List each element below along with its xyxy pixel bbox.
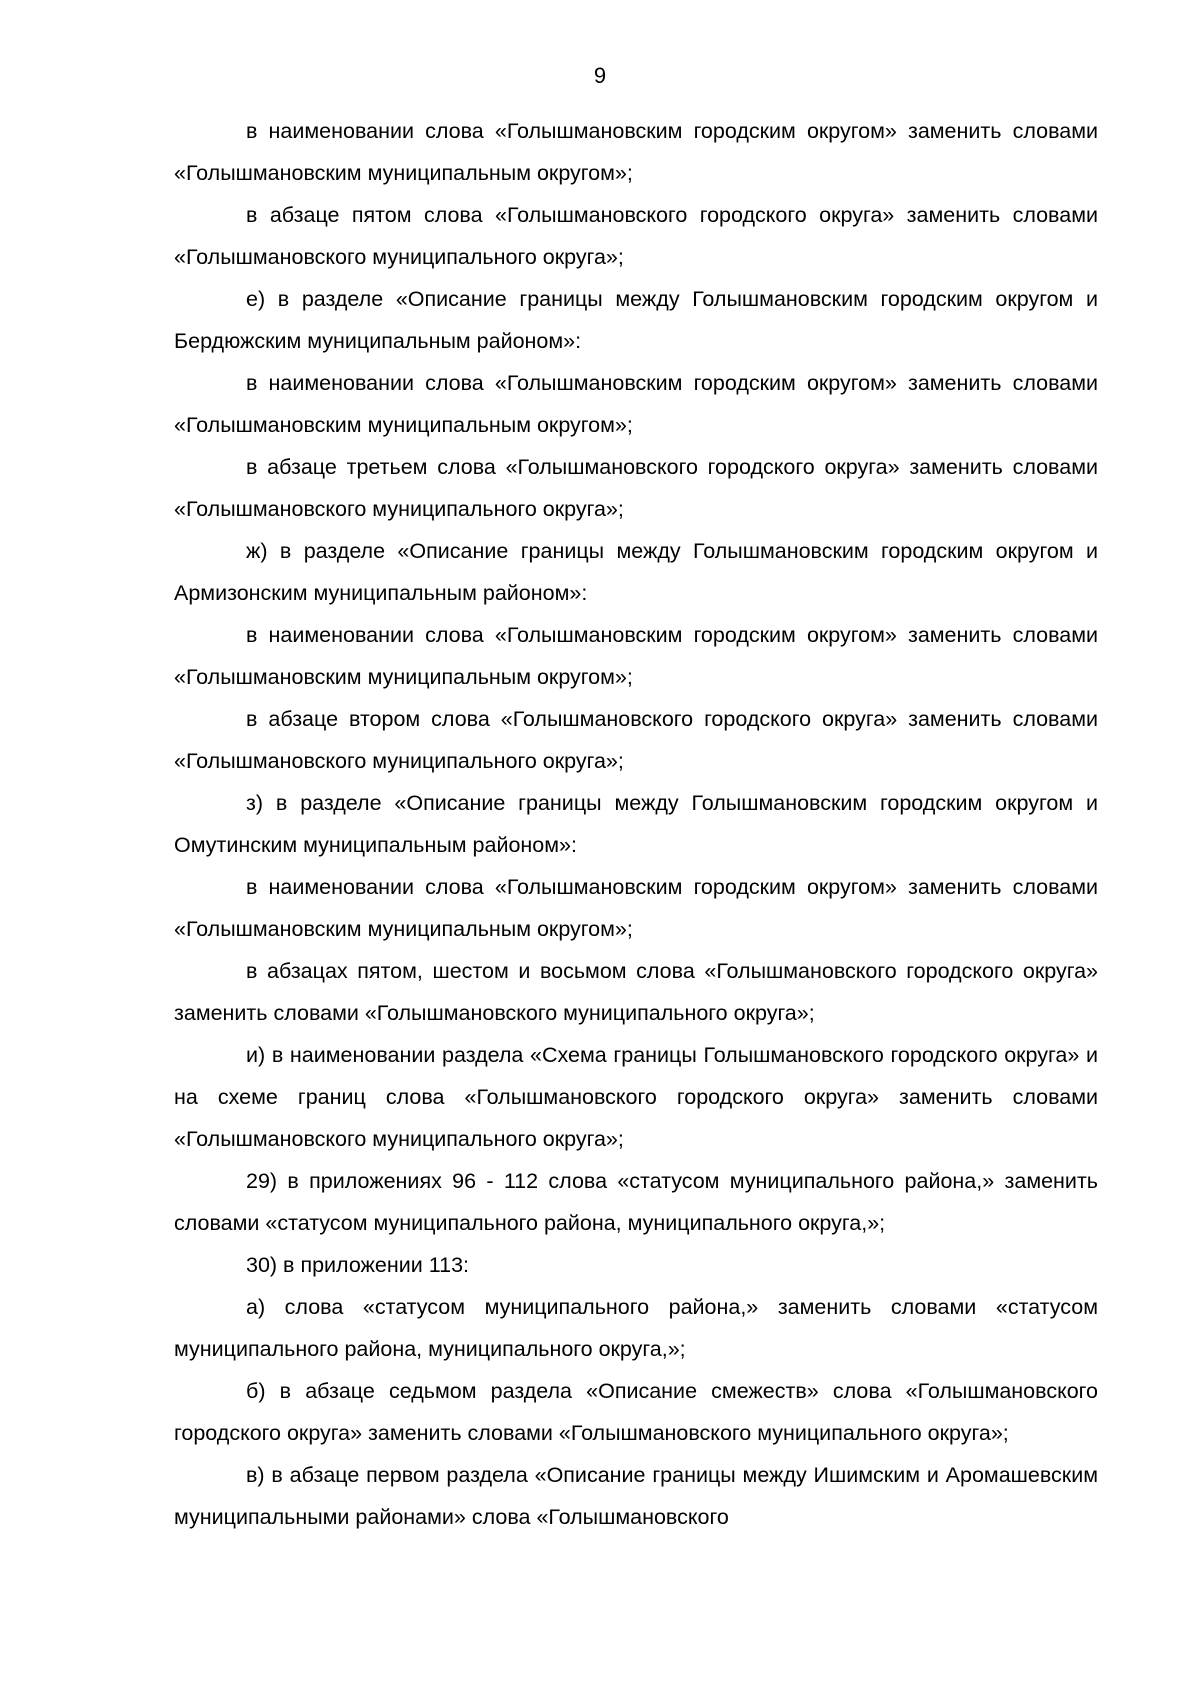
paragraph: в наименовании слова «Голышмановским городским округом» заменить словами «Голышмановским муниципальным округом»;	[174, 875, 1098, 941]
paragraph: в наименовании слова «Голышмановским городским округом» заменить словами «Голышмановским муниципальным округом»;	[174, 371, 1098, 437]
paragraph: в абзаце третьем слова «Голышмановского городского округа» заменить словами «Голышмановского муниципального округа»;	[174, 455, 1098, 521]
paragraph: б) в абзаце седьмом раздела «Описание смежеств» слова «Голышмановского городского округа» заменить словами «Голышмановского муниципального округа»;	[174, 1379, 1098, 1445]
paragraph: е) в разделе «Описание границы между Голышмановским городским округом и Бердюжским муниципальным районом»:	[174, 287, 1098, 353]
paragraph: з) в разделе «Описание границы между Голышмановским городским округом и Омутинским муниципальным районом»:	[174, 791, 1098, 857]
paragraph: в абзаце пятом слова «Голышмановского городского округа» заменить словами «Голышмановского муниципального округа»;	[174, 203, 1098, 269]
paragraph: в) в абзаце первом раздела «Описание границы между Ишимским и Аромашевским муниципальными районами» слова «Голышмановского	[174, 1463, 1098, 1529]
paragraph: 30) в приложении 113:	[246, 1253, 470, 1277]
page-number: 9	[593, 63, 607, 88]
paragraph: а) слова «статусом муниципального района,» заменить словами «статусом муниципального района, муниципального округа,»;	[174, 1295, 1098, 1361]
paragraph: в наименовании слова «Голышмановским городским округом» заменить словами «Голышмановским муниципальным округом»;	[174, 623, 1098, 689]
paragraph: в наименовании слова «Голышмановским городским округом» заменить словами «Голышмановским муниципальным округом»;	[174, 119, 1098, 185]
paragraph: 29) в приложениях 96 - 112 слова «статусом муниципального района,» заменить словами «статусом муниципального района, муниципального округа,»;	[174, 1169, 1098, 1235]
paragraph: в абзацах пятом, шестом и восьмом слова «Голышмановского городского округа» заменить словами «Голышмановского муниципального округа»;	[174, 959, 1098, 1025]
paragraph: в абзаце втором слова «Голышмановского городского округа» заменить словами «Голышмановского муниципального округа»;	[174, 707, 1098, 773]
paragraph: и) в наименовании раздела «Схема границы Голышмановского городского округа» и на схеме границ слова «Голышмановского городского округа» заменить словами «Голышмановского муниципального округа»;	[174, 1043, 1098, 1151]
paragraph: ж) в разделе «Описание границы между Голышмановским городским округом и Армизонским муниципальным районом»:	[174, 539, 1098, 605]
document-body	[174, 110, 1098, 1538]
